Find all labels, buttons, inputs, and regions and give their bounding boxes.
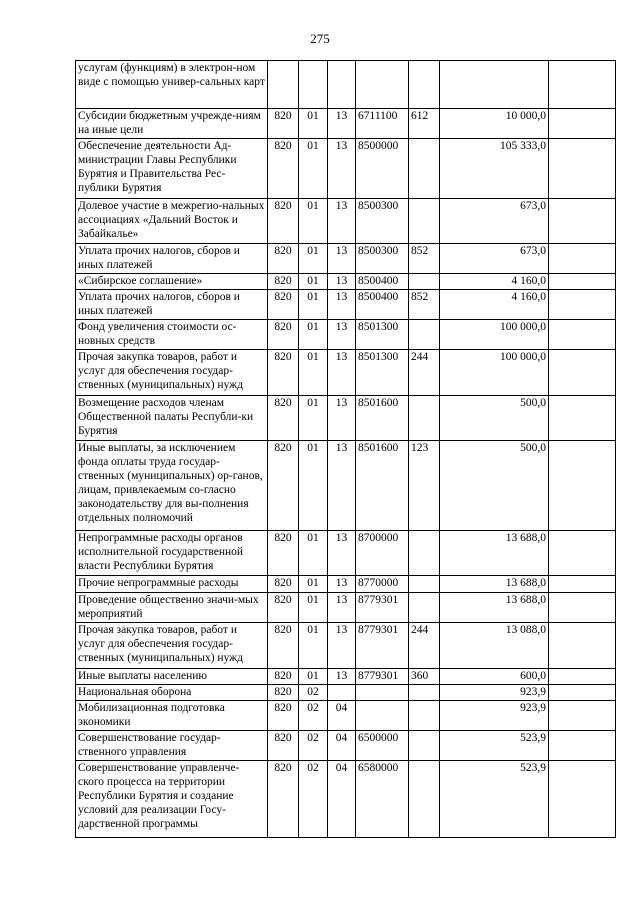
row-name: Мобилизационная подготовка экономики bbox=[76, 701, 268, 731]
row-pr: 04 bbox=[328, 761, 356, 838]
row-extra bbox=[549, 350, 616, 396]
row-extra bbox=[549, 669, 616, 685]
row-cs: 8779301 bbox=[356, 593, 409, 623]
row-sum: 13 088,0 bbox=[440, 623, 549, 669]
row-rz: 01 bbox=[299, 244, 328, 274]
row-cs: 8700000 bbox=[356, 531, 409, 576]
row-cs: 8770000 bbox=[356, 576, 409, 593]
row-sum: 500,0 bbox=[440, 441, 549, 531]
row-vr: 360 bbox=[409, 669, 440, 685]
row-extra bbox=[549, 731, 616, 761]
row-sum: 13 688,0 bbox=[440, 531, 549, 576]
row-gr: 820 bbox=[268, 669, 299, 685]
row-pr: 13 bbox=[328, 350, 356, 396]
row-gr: 820 bbox=[268, 199, 299, 244]
row-name: Уплата прочих налогов, сборов и иных платежей bbox=[76, 244, 268, 274]
row-rz: 01 bbox=[299, 531, 328, 576]
row-gr: 820 bbox=[268, 274, 299, 290]
row-sum: 673,0 bbox=[440, 199, 549, 244]
row-cs: 8500000 bbox=[356, 139, 409, 199]
row-rz: 01 bbox=[299, 576, 328, 593]
row-rz: 02 bbox=[299, 731, 328, 761]
row-pr: 13 bbox=[328, 669, 356, 685]
row-vr bbox=[409, 593, 440, 623]
row-vr bbox=[409, 396, 440, 441]
row-sum: 10 000,0 bbox=[440, 109, 549, 139]
row-rz: 01 bbox=[299, 669, 328, 685]
row-sum: 13 688,0 bbox=[440, 593, 549, 623]
row-name: «Сибирское соглашение» bbox=[76, 274, 268, 290]
row-gr: 820 bbox=[268, 623, 299, 669]
row-extra bbox=[549, 244, 616, 274]
row-extra bbox=[549, 320, 616, 350]
row-extra bbox=[549, 761, 616, 838]
row-rz: 01 bbox=[299, 139, 328, 199]
row-vr: 244 bbox=[409, 350, 440, 396]
row-pr: 04 bbox=[328, 731, 356, 761]
row-rz: 01 bbox=[299, 109, 328, 139]
row-rz: 01 bbox=[299, 199, 328, 244]
row-cs: 8501600 bbox=[356, 441, 409, 531]
row-vr bbox=[409, 531, 440, 576]
table-row bbox=[76, 441, 616, 531]
row-extra bbox=[549, 274, 616, 290]
row-gr: 820 bbox=[268, 593, 299, 623]
row-cs: 8500400 bbox=[356, 290, 409, 320]
row-sum: 13 688,0 bbox=[440, 576, 549, 593]
row-vr: 123 bbox=[409, 441, 440, 531]
row-pr: 13 bbox=[328, 290, 356, 320]
table-row bbox=[76, 701, 616, 731]
table-row bbox=[76, 623, 616, 669]
table-row bbox=[76, 199, 616, 244]
table-row bbox=[76, 244, 616, 274]
page-number: 275 bbox=[310, 31, 330, 46]
row-name: Проведение общественно значи-мых мероприятий bbox=[76, 593, 268, 623]
row-rz: 02 bbox=[299, 761, 328, 838]
row-gr: 820 bbox=[268, 531, 299, 576]
row-sum: 923,9 bbox=[440, 685, 549, 701]
row-pr: 13 bbox=[328, 244, 356, 274]
row-gr: 820 bbox=[268, 396, 299, 441]
row-name: Возмещение расходов членам Общественной палаты Республи-ки Бурятия bbox=[76, 396, 268, 441]
row-sum: 600,0 bbox=[440, 669, 549, 685]
table-row bbox=[76, 109, 616, 139]
table-row bbox=[76, 576, 616, 593]
row-gr: 820 bbox=[268, 701, 299, 731]
row-pr bbox=[328, 685, 356, 701]
row-pr: 13 bbox=[328, 109, 356, 139]
row-vr: 612 bbox=[409, 109, 440, 139]
row-rz: 02 bbox=[299, 701, 328, 731]
row-extra bbox=[549, 290, 616, 320]
table-row bbox=[76, 685, 616, 701]
row-rz: 01 bbox=[299, 350, 328, 396]
row-gr: 820 bbox=[268, 139, 299, 199]
table-row bbox=[76, 731, 616, 761]
row-name: Иные выплаты, за исключением фонда оплаты труда государ-ственных (муниципальных) ор-ганов, лицам, привлекаемым со-гласно законодательству для вы-полнения отдельных полномочий bbox=[76, 441, 268, 531]
row-gr: 820 bbox=[268, 576, 299, 593]
row-vr bbox=[409, 576, 440, 593]
row-pr: 13 bbox=[328, 531, 356, 576]
row-gr: 820 bbox=[268, 244, 299, 274]
row-extra bbox=[549, 139, 616, 199]
row-sum: 523,9 bbox=[440, 731, 549, 761]
row-cs bbox=[356, 701, 409, 731]
row-pr: 13 bbox=[328, 623, 356, 669]
table-row bbox=[76, 61, 616, 109]
table-row bbox=[76, 290, 616, 320]
row-sum: 500,0 bbox=[440, 396, 549, 441]
row-gr: 820 bbox=[268, 685, 299, 701]
row-name: Прочая закупка товаров, работ и услуг для обеспечения государ-ственных (муниципальных) нужд bbox=[76, 350, 268, 396]
row-cs: 8779301 bbox=[356, 669, 409, 685]
row-pr: 13 bbox=[328, 441, 356, 531]
row-sum: 105 333,0 bbox=[440, 139, 549, 199]
row-cs: 8500400 bbox=[356, 274, 409, 290]
row-vr bbox=[409, 731, 440, 761]
row-cs bbox=[356, 61, 409, 109]
row-name: Уплата прочих налогов, сборов и иных платежей bbox=[76, 290, 268, 320]
table-row bbox=[76, 350, 616, 396]
row-name: Прочие непрограммные расходы bbox=[76, 576, 268, 593]
row-gr: 820 bbox=[268, 761, 299, 838]
table-row bbox=[76, 274, 616, 290]
row-vr: 852 bbox=[409, 290, 440, 320]
budget-table bbox=[75, 60, 616, 838]
row-name: Непрограммные расходы органов исполнительной государственной власти Республики Бурятия bbox=[76, 531, 268, 576]
table-row bbox=[76, 396, 616, 441]
row-cs: 8500300 bbox=[356, 244, 409, 274]
row-rz: 01 bbox=[299, 290, 328, 320]
row-extra bbox=[549, 531, 616, 576]
row-rz: 01 bbox=[299, 396, 328, 441]
table-row bbox=[76, 320, 616, 350]
row-sum: 923,9 bbox=[440, 701, 549, 731]
row-name: Иные выплаты населению bbox=[76, 669, 268, 685]
row-pr: 13 bbox=[328, 576, 356, 593]
row-vr bbox=[409, 139, 440, 199]
table-row bbox=[76, 761, 616, 838]
row-cs: 8779301 bbox=[356, 623, 409, 669]
row-gr: 820 bbox=[268, 441, 299, 531]
row-gr bbox=[268, 61, 299, 109]
row-name: Обеспечение деятельности Ад-министрации Главы Республики Бурятия и Правительства Рес-публики Бурятия bbox=[76, 139, 268, 199]
row-extra bbox=[549, 396, 616, 441]
row-cs: 8500300 bbox=[356, 199, 409, 244]
row-rz: 01 bbox=[299, 320, 328, 350]
row-pr: 13 bbox=[328, 274, 356, 290]
row-gr: 820 bbox=[268, 731, 299, 761]
row-vr: 244 bbox=[409, 623, 440, 669]
row-sum: 100 000,0 bbox=[440, 350, 549, 396]
row-vr bbox=[409, 199, 440, 244]
row-extra bbox=[549, 701, 616, 731]
row-rz: 02 bbox=[299, 685, 328, 701]
row-sum: 673,0 bbox=[440, 244, 549, 274]
table-row bbox=[76, 531, 616, 576]
row-name: Фонд увеличения стоимости ос-новных средств bbox=[76, 320, 268, 350]
row-extra bbox=[549, 576, 616, 593]
row-rz: 01 bbox=[299, 274, 328, 290]
row-pr: 13 bbox=[328, 199, 356, 244]
table-row bbox=[76, 593, 616, 623]
row-sum bbox=[440, 61, 549, 109]
row-vr bbox=[409, 685, 440, 701]
row-cs: 8501300 bbox=[356, 320, 409, 350]
row-cs: 8501600 bbox=[356, 396, 409, 441]
row-extra bbox=[549, 593, 616, 623]
row-pr: 04 bbox=[328, 701, 356, 731]
row-extra bbox=[549, 441, 616, 531]
row-extra bbox=[549, 199, 616, 244]
row-sum: 4 160,0 bbox=[440, 290, 549, 320]
row-pr: 13 bbox=[328, 139, 356, 199]
row-name: Долевое участие в межрегио-нальных ассоциациях «Дальний Восток и Забайкалье» bbox=[76, 199, 268, 244]
row-pr: 13 bbox=[328, 396, 356, 441]
row-rz: 01 bbox=[299, 623, 328, 669]
row-extra bbox=[549, 685, 616, 701]
table-row bbox=[76, 669, 616, 685]
row-extra bbox=[549, 109, 616, 139]
row-cs bbox=[356, 685, 409, 701]
row-sum: 523,9 bbox=[440, 761, 549, 838]
row-gr: 820 bbox=[268, 109, 299, 139]
row-cs: 6580000 bbox=[356, 761, 409, 838]
row-vr: 852 bbox=[409, 244, 440, 274]
row-name: Совершенствование государ-ственного управления bbox=[76, 731, 268, 761]
row-name: услугам (функциям) в электрон-ном виде с помощью универ-сальных карт bbox=[76, 61, 268, 109]
row-rz: 01 bbox=[299, 441, 328, 531]
row-cs: 6500000 bbox=[356, 731, 409, 761]
row-name: Совершенствование управленче-ского процесса на территории Республики Бурятия и создание условий для реализации Госу-дарственной программы bbox=[76, 761, 268, 838]
row-vr bbox=[409, 274, 440, 290]
row-pr bbox=[328, 61, 356, 109]
row-cs: 8501300 bbox=[356, 350, 409, 396]
row-vr bbox=[409, 61, 440, 109]
row-vr bbox=[409, 761, 440, 838]
row-pr: 13 bbox=[328, 593, 356, 623]
row-vr bbox=[409, 320, 440, 350]
table-row bbox=[76, 139, 616, 199]
row-extra bbox=[549, 623, 616, 669]
row-name: Субсидии бюджетным учрежде-ниям на иные цели bbox=[76, 109, 268, 139]
row-vr bbox=[409, 701, 440, 731]
row-cs: 6711100 bbox=[356, 109, 409, 139]
row-gr: 820 bbox=[268, 290, 299, 320]
row-gr: 820 bbox=[268, 320, 299, 350]
row-rz bbox=[299, 61, 328, 109]
row-extra bbox=[549, 61, 616, 109]
row-rz: 01 bbox=[299, 593, 328, 623]
row-sum: 4 160,0 bbox=[440, 274, 549, 290]
row-name: Прочая закупка товаров, работ и услуг для обеспечения государ-ственных (муниципальных) нужд bbox=[76, 623, 268, 669]
row-pr: 13 bbox=[328, 320, 356, 350]
row-sum: 100 000,0 bbox=[440, 320, 549, 350]
row-name: Национальная оборона bbox=[76, 685, 268, 701]
row-gr: 820 bbox=[268, 350, 299, 396]
